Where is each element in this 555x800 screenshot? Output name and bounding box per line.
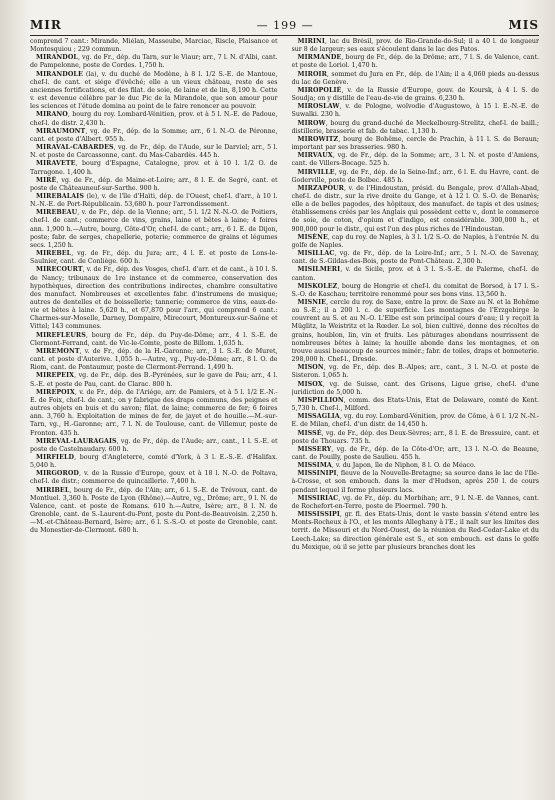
dictionary-entry bbox=[292, 381, 540, 397]
entry-headword: MISON bbox=[297, 364, 324, 372]
entry-text: , bourg de Fr., dép. du Puy-de-Dôme; arr., 4 l. S.-E. de Clermont-Ferrand, cant. de Vic-le-Comte, poste de Billom. 1,635 h. bbox=[30, 331, 278, 347]
entry-text: , fleuve de la Nouvelle-Bretagne; sa source dans le lac de l'Ile-à-Crosse, et son embouch. dans la mer d'Hudson, après 250 l. de cours pendant lequel il forme plusieurs lacs. bbox=[291, 470, 539, 494]
entry-text: , vg. du roy. Lombard-Vénitien, prov. de Côme, à 6 l. 1/2 N.-N.-E. de Milan, chef-l. d'un distr. de 14,450 h. bbox=[291, 413, 539, 429]
entry-text: , vg. de Fr., dép. des B.-Alpes; arr., cant., 3 l. N.-O. et poste de Sisteron. 1,065 h. bbox=[291, 364, 539, 380]
entry-headword: MIRAVAL-CABARDES bbox=[36, 144, 114, 152]
entry-text: , bourg de Fr., dép. de la Drôme; arr., 7 l. S. de Valence, cant. et poste de Loriol. 1,470 h. bbox=[291, 54, 539, 70]
dictionary-entry bbox=[292, 283, 540, 299]
dictionary-entry bbox=[30, 38, 278, 54]
left-column bbox=[30, 38, 278, 798]
dictionary-entry bbox=[30, 111, 278, 127]
entry-headword: MIRMANDE bbox=[297, 54, 342, 62]
entry-text: , vg. de Fr., dép. des Deux-Sèvres; arr., 8 l. E. de Bressuire, cant. et poste de Thouars. 735 h. bbox=[291, 429, 539, 445]
entry-text: , bourg d'Espagne, Catalogne, prov. et à 10 l. 1/2 O. de Tarragone. 1,400 h. bbox=[30, 160, 278, 176]
entry-headword: MIRGOROD bbox=[36, 470, 79, 478]
entry-headword: MIRECOURT bbox=[36, 266, 83, 274]
entry-headword: MISILLAC bbox=[297, 250, 335, 258]
dictionary-entry bbox=[30, 487, 278, 536]
dictionary-entry bbox=[30, 144, 278, 160]
entry-text: , v. de Fr., dép. de la H.-Garonne; arr., 3 l. S.-E. de Muret, cant. et poste d'Auterive. 1,055 h.—Autre, vg., Puy-de-Dôme; arr., 8 l. O. de Riom, cant. de Pontaumur, poste de Clermont-Ferrand. 1,490 h. bbox=[30, 347, 278, 372]
entry-headword: MIREPOIX bbox=[36, 388, 75, 396]
dictionary-entry bbox=[30, 160, 278, 176]
dictionary-entry bbox=[30, 193, 278, 209]
entry-text: , vg. de Fr., dép. de l'Aude; arr., cant., 1 l. S.-E. et poste de Castelnaudary. 600 h. bbox=[30, 437, 278, 453]
dictionary-entry bbox=[292, 71, 540, 87]
entry-headword: MISÈNE bbox=[297, 233, 328, 241]
entry-headword: MIRZAPOUR bbox=[297, 184, 344, 192]
dictionary-entry bbox=[292, 470, 540, 494]
entry-text: comprend 7 cant.: Mirande, Miélan, Masseube, Marciac, Riscle, Plaisance et Montesquiou ; 229 commun. bbox=[30, 38, 278, 54]
dictionary-entry bbox=[30, 332, 278, 348]
entry-headword: MIREBEAU bbox=[36, 209, 78, 217]
dictionary-entry bbox=[30, 266, 278, 331]
entry-text: , vg. de Fr., dép. du Tarn, sur le Viaur; arr., 7 l. N. d'Albi, cant. de Pampelonne, poste de Cordes. 1,750 h. bbox=[30, 54, 278, 70]
dictionary-entry bbox=[292, 397, 540, 413]
dictionary-entry bbox=[30, 470, 278, 486]
entry-headword: MIROSLAW bbox=[297, 103, 340, 111]
dictionary-entry bbox=[292, 495, 540, 511]
entry-headword: MIRINI bbox=[297, 38, 325, 45]
entry-headword: MIRIBEL bbox=[36, 486, 70, 494]
entry-text: , bourg de Hongrie et chef-l. du comitat de Borsod, à 17 l. S.-S.-O. de Kaschau; territoire renommé pour ses bons vins. 13,560 h. bbox=[291, 282, 539, 298]
dictionary-entry bbox=[30, 454, 278, 470]
entry-headword: MIROW bbox=[297, 119, 326, 127]
entry-headword: MISSISSIPI bbox=[297, 511, 340, 519]
entry-text: , vg. de Fr., dép. des B.-Pyrénées, sur le gave de Pau; arr., 4 l. S.-E. et poste de Pau, cant. de Clarac. 800 h. bbox=[30, 372, 278, 388]
entry-text: , vg. de Fr., dép. de Maine-et-Loire; arr., 8 l. E. de Segré, cant. et poste de Châteauneuf-sur-Sarthe. 900 h. bbox=[30, 176, 278, 192]
dictionary-entry bbox=[30, 250, 278, 266]
dictionary-entry bbox=[292, 446, 540, 462]
entry-text: , bourg de Bohême, cercle de Prachin, à 11 l. S. de Beraun; important par ses brasseries. 980 h. bbox=[291, 135, 539, 152]
entry-headword: MIRFIELD bbox=[36, 453, 75, 461]
entry-text: , v. de la Russie d'Europe, gouv. et à 18 l. N.-O. de Poltava, chef-l. de distr.; commerce de quincaillerie. 7,400 h. bbox=[30, 470, 278, 486]
dictionary-entry bbox=[292, 511, 540, 552]
dictionary-entry bbox=[292, 234, 540, 250]
entry-text: , v. de Sicile, prov. et à 3 l. S.-S.-E. de Palerme, chef-l. de canton. bbox=[291, 266, 539, 282]
dictionary-entry bbox=[292, 152, 540, 168]
entry-headword: MISSÉ bbox=[297, 429, 322, 437]
dictionary-entry bbox=[292, 364, 540, 380]
entry-headword: MIRAVETE bbox=[36, 160, 76, 168]
dictionary-entry bbox=[292, 250, 540, 266]
entry-text: , v. de Pologne, woïvodie d'Augustowo, à 15 l. E.-N.-E. de Suwalki. 230 h. bbox=[291, 103, 539, 119]
dictionary-entry bbox=[292, 299, 540, 364]
dictionary-entry bbox=[30, 348, 278, 372]
entry-headword: MISPILLION bbox=[297, 396, 344, 404]
dictionary-entry bbox=[292, 185, 540, 234]
dictionary-entry bbox=[292, 38, 540, 54]
entry-text: , v. de la Russie d'Europe, gouv. de Koursk, à 4 l. S. de Soudja; on y distille de l'eau-de-vie de grains. 6,230 h. bbox=[291, 86, 539, 103]
entry-text: , vg. de Fr., dép. de la Côte-d'Or; arr., 13 l. N.-O. de Beaune, cant. de Pouilly, poste de Saulieu. 455 h. bbox=[291, 445, 539, 461]
entry-headword: MISNIE bbox=[297, 299, 327, 306]
entry-headword: MIRANDOL bbox=[36, 54, 78, 62]
dictionary-entry bbox=[30, 54, 278, 70]
dictionary-entry bbox=[292, 430, 540, 446]
entry-headword: MIRANO bbox=[36, 111, 68, 119]
dictionary-entry bbox=[30, 389, 278, 438]
entry-headword: MIREVAL-LAURAGAIS bbox=[36, 437, 117, 445]
page-header bbox=[30, 18, 539, 36]
entry-text: , gr. fl. des Etats-Unis, dont le vaste bassin s'étend entre les Monts-Rocheux à l'O., et les monts Alleghany à l'E.; il naît sur les limites des territ. de Missouri et du Nord-Ouest, de la réunion du Red-Cedar-Lake et du Leech-Lake; sa direction générale est S., et son embouch. est dans le golfe du Mexique, où il se jette par plusieurs branches dont les bbox=[291, 511, 539, 551]
entry-headword: MIREMONT bbox=[36, 347, 80, 355]
entry-text: (le), v. de l'île d'Haïti, dép. de l'Ouest, chef-l. d'arr., à 10 l. N.-N.-E. de Port-Républicain. 53,680 h. pour l'arrondissement. bbox=[30, 192, 278, 209]
entry-text: , v. du Japon, île de Niphon, 8 l. O. de Méaco. bbox=[331, 462, 476, 470]
dictionary-entry bbox=[292, 136, 540, 152]
header-left-word: MIR bbox=[30, 18, 62, 32]
entry-headword: MIREBEL bbox=[36, 250, 72, 258]
dictionary-entry bbox=[30, 177, 278, 193]
dictionary-entry bbox=[30, 438, 278, 454]
two-column-body bbox=[30, 38, 539, 798]
entry-headword: MIRVAUX bbox=[297, 152, 333, 160]
entry-text: , cap du roy. de Naples, à 3 l. 1/2 S.-O. de Naples, à l'entrée N. du golfe de Naples. bbox=[291, 233, 539, 249]
dictionary-entry bbox=[30, 372, 278, 388]
entry-headword: MIREPEIX bbox=[36, 372, 75, 380]
entry-text: , vg. de Suisse, cant. des Grisons, Ligue grise, chef-l. d'une juridiction de 5,000 h. bbox=[291, 380, 539, 396]
entry-text: , bourg d'Angleterre, comté d'York, à 3 l. E.-S.-E. d'Halifax. 5,040 h. bbox=[30, 453, 278, 470]
entry-text: , v. de Fr., dép. de l'Ariége, arr. de Pamiers, et à 5 l. 1/2 E.-N.-E. de Foix, chef-l. de cant.; on y fabrique des draps communs, des peignes et autres objets en buis et du savon; filat. de laine; commerce de fer; 6 foires ann. 3,760 h. Exploitation de mines de fer, de jayet et de houille.—M.-sur-Tarn, vg., H.-Garonne; arr., 7 l. N. de Toulouse, cant. de Villemur, poste de Fronton. 435 h. bbox=[30, 388, 278, 437]
entry-text: , vg. de Fr., dép. de la Loire-Inf.; arr., 5 l. N.-O. de Savenay, cant. de S.-Gildas-des-Bois, poste de Pont-Château. 2,300 h. bbox=[291, 250, 539, 266]
dictionary-entry bbox=[30, 209, 278, 250]
entry-text: , vg. de Fr., dép. de l'Aude, sur le Darviel; arr., 5 l. N. et poste de Carcassonne, cant. du Mas-Cabardès. 445 h. bbox=[30, 144, 278, 160]
entry-headword: MISSERY bbox=[297, 445, 332, 453]
entry-headword: MIROIR bbox=[297, 70, 327, 78]
entry-text: , sommet du Jura en Fr., dép. de l'Ain; il a 4,060 pieds au-dessus du lac de Genève. bbox=[291, 70, 539, 86]
entry-headword: MIRANDOLE bbox=[36, 70, 83, 78]
entry-text: , v. de Fr., dép. de la Vienne; arr., 5 l. 1/2 N.-N.-O. de Poitiers, chef-l. de cant.; commerce de vins, grains, laine et bêtes à laine; 4 foires ann. 1,900 h.—Autre, bourg, Côte-d'Or, chef-l. de cant.; arr., 6 l. E. de Dijon, poste; fabr. de serges, chapellerie, poterie; commerce de grains et légumes secs. 1,250 h. bbox=[30, 209, 278, 249]
entry-headword: MIRÉ bbox=[36, 176, 57, 184]
entry-text: , bourg du roy. Lombard-Vénitien, prov. et à 5 l. N.-E. de Padoue, chef-l. de distr. 2,430 h. bbox=[30, 111, 278, 127]
entry-text: , vg. de Fr., dép. de la Somme; arr., 3 l. N. et poste d'Amiens, cant. de Villers-Bocage. 525 h. bbox=[291, 152, 539, 168]
entry-text: , v. de l'Hindoustan, présid. du Bengale, prov. d'Allah-Abad, chef-l. de distr., sur la rive droite du Gange, et à 12 l. O. S.-O. de Benarès; elle a de belles pagodes, des hôpitaux, des manufact. de tapis et des usines; établissemens créés par les Anglais qui possèdent cette v., dont le commerce de soie, de coton, d'opium et d'indigo, est considérable. 300,000 h., et 900,000 pour le distr., qui est l'un des plus riches de l'Hindoustan. bbox=[291, 184, 539, 233]
entry-headword: MIREBALAIS bbox=[36, 192, 84, 200]
entry-headword: MISOX bbox=[297, 380, 323, 388]
entry-headword: MISILMERI bbox=[297, 266, 341, 274]
entry-text: , vg. de Fr., dép. de la Somme; arr., 6 l. N.-O. de Péronne, cant. et poste d'Albert. 955 h. bbox=[30, 127, 278, 143]
entry-text: , vg. de Fr., dép. du Morbihan; arr., 9 l. N.-E. de Vannes, cant. de Rochefort-en-Terre, poste de Ploermel. 790 h. bbox=[291, 494, 539, 510]
entry-headword: MISKOLEZ bbox=[297, 282, 338, 290]
header-right-word: MIS bbox=[508, 18, 539, 32]
dictionary-entry bbox=[292, 120, 540, 136]
dictionary-entry bbox=[30, 71, 278, 112]
entry-text: , comm. des Etats-Unis, Etat de Delaware, comté de Kent. 5,730 h. Chef-l., Milford. bbox=[291, 396, 539, 413]
dictionary-entry bbox=[292, 103, 540, 119]
dictionary-entry bbox=[292, 169, 540, 185]
entry-text: , bourg du grand-duché de Meckelbourg-Strelitz, chef-l. de baill.; distillerie, brasserie et fab. de tabac. 1,130 h. bbox=[291, 119, 539, 135]
entry-headword: MISSIRIAC bbox=[297, 494, 339, 502]
entry-text: , cercle du roy. de Saxe, entre la prov. de Saxe au N. et la Bohême au S.-E.; il a 200 l. c. de superficie. Les montagnes de l'Erzgebirge le couvrent au S. et au N.-O. L'Elbe est son principal cours d'eau; il y reçoit la Müglitz, la Weistritz et la Rœder. Le sol, bien cultivé, donne des récoltes de grains, houblon, lin, vin et fruits. Les pâturages abondans nourrissent de nombreuses bêtes à laine; la houille abonde dans les montagnes, et on trouve aussi beaucoup de sources minér.; fabr. de toiles, draps et bonneterie. 298,000 h. Chef-l., Dresde. bbox=[291, 299, 539, 364]
entry-text: , bourg de Fr., dép. de l'Ain; arr., 6 l. S.-E. de Trévoux, cant. de Montluel. 3,360 h. Poste de Lyon (Rhône).—Autre, vg., Drôme; arr., 9 l. N. de Valence, cant. et poste de Romans. 610 h.—Autre, Isère; arr., 8 l. N. de Grenoble, cant. de S.-Laurent-du-Pont, poste du Pont-de-Beauvoisin. 2,250 h.—M.-et-Château-Bernard, Isère; arr., 6 l. S.-S.-O. et poste de Grenoble, cant. du Monestier-de-Clermont. 680 h. bbox=[30, 486, 278, 535]
entry-headword: MIRAUMONT bbox=[36, 127, 86, 135]
dictionary-entry bbox=[292, 462, 540, 470]
entry-headword: MIRVILLE bbox=[297, 168, 335, 176]
entry-headword: MIREFLEURS bbox=[36, 331, 86, 339]
entry-text: , vg. de Fr., dép. de la Seine-Inf.; arr., 6 l. E. du Havre, cant. de Goderville, poste de Bolbec. 485 h. bbox=[291, 168, 539, 184]
entry-headword: MISSIMA bbox=[297, 462, 332, 470]
entry-headword: MISSAGLIA bbox=[297, 413, 340, 421]
dictionary-entry bbox=[292, 266, 540, 282]
entry-text: , vg. de Fr., dép. du Jura; arr., 4 l. E. et poste de Lons-le-Saulnier, cant. de Conliège. 600 h. bbox=[30, 250, 278, 266]
dictionary-entry bbox=[30, 128, 278, 144]
entry-text: , v. de Fr., dép. des Vosges, chef-l. d'arr. et de cant., à 10 l. S. de Nancy; tribunaux de 1re instance et de commerce, conservation des hypothèques, direction des contributions indirectes, chambre consultative des manufact. Nombreuses et excellentes fabr. d'instrumens de musique; autres de dentelles et de boissellerie; tannerie; commerce de vins, eaux-de-vie et bêtes à laine. 5,620 h., et 67,870 pour l'arr., qui comprend 6 cant.: Charmes-sur-Moselle, Darney, Dompaire, Mirecourt, Montureux-sur-Saône et Vittel; 143 communes. bbox=[30, 266, 278, 331]
entry-text: , lac du Brésil, prov. de Rio-Grande-do-Sul; il a 40 l. de longueur sur 8 de largeur; ses eaux s'écoulent dans le lac des Patos. bbox=[291, 38, 539, 54]
right-column bbox=[292, 38, 540, 798]
entry-headword: MIROPOLIÉ bbox=[297, 86, 342, 94]
entry-text: (la), v. du duché de Modène, à 8 l. 1/2 S.-E. de Mantoue, chef-l. de cant. et siége d'évêché; elle a un vieux château, reste de ses anciennes fortifications, et des filat. de soie, de laine et de lin, 8,190 h. Cette v. est devenue célèbre par le duc Pic de la Mirandole, que son amour pour les sciences et l'étude domina au point de le faire renoncer au pouvoir. bbox=[30, 70, 278, 111]
entry-headword: MIROWITZ bbox=[297, 135, 339, 143]
dictionary-entry bbox=[292, 87, 540, 103]
dictionary-entry bbox=[292, 413, 540, 429]
entry-headword: MISSINIPI bbox=[297, 470, 337, 478]
dictionary-entry bbox=[292, 54, 540, 70]
page-number: — 199 — bbox=[256, 19, 314, 32]
